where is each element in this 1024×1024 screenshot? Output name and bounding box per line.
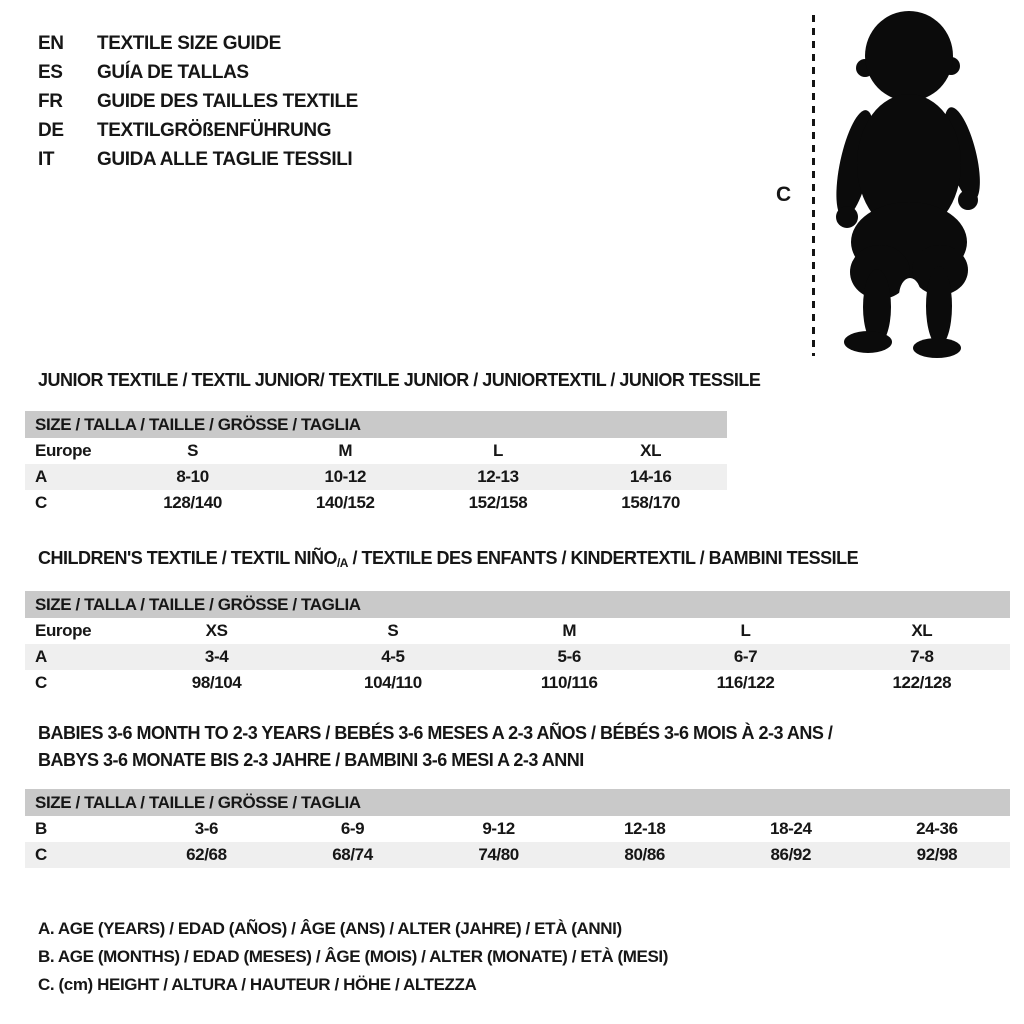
table-row-age	[25, 644, 1010, 670]
size-header-cell: SIZE / TALLA / TAILLE / GRÖSSE / TAGLIA	[25, 591, 1010, 618]
toddler-crotch-gap	[899, 278, 921, 314]
language-title: TEXTILGRÖßENFÜHRUNG	[97, 119, 332, 141]
row-label: Europe	[35, 441, 92, 460]
table-header-row	[25, 411, 727, 438]
table-cell: 128/140	[163, 493, 222, 512]
table-row-sizes	[25, 438, 727, 464]
row-label: A	[25, 644, 128, 670]
language-code: FR	[38, 90, 63, 112]
babies-title-line2: BABYS 3-6 MONATE BIS 2-3 JAHRE / BAMBINI 3-6 MESI A 2-3 ANNI	[38, 750, 584, 770]
table-cell: 6-7	[657, 644, 833, 670]
table-cell: 98/104	[191, 673, 242, 692]
table-cell: 24-36	[916, 819, 958, 838]
table-cell: XL	[640, 441, 662, 460]
table-cell: 68/74	[279, 842, 425, 868]
table-row-height	[25, 490, 727, 516]
language-row-en	[38, 29, 358, 58]
table-cell: 12-13	[422, 464, 575, 490]
table-header-row	[25, 789, 1010, 816]
table-row-age-months	[25, 816, 1010, 842]
table-cell: 5-6	[481, 644, 657, 670]
table-cell: L	[492, 441, 503, 460]
toddler-silhouette-icon	[824, 4, 986, 364]
row-label: C	[35, 493, 47, 512]
table-cell: 62/68	[133, 842, 279, 868]
footnote-height-cm: C. (cm) HEIGHT / ALTURA / HAUTEUR / HÖHE / ALTEZZA	[38, 975, 477, 994]
toddler-foot-left	[844, 331, 892, 353]
table-cell: 6-9	[340, 819, 365, 838]
table-cell: 7-8	[834, 644, 1010, 670]
language-row-it	[38, 145, 358, 174]
junior-section-title: JUNIOR TEXTILE / TEXTIL JUNIOR/ TEXTILE JUNIOR / JUNIORTEXTIL / JUNIOR TESSILE	[38, 370, 761, 390]
language-row-fr	[38, 87, 358, 116]
table-cell: 80/86	[572, 842, 718, 868]
table-cell: XS	[205, 621, 228, 640]
row-label: A	[25, 464, 116, 490]
language-row-es	[38, 58, 358, 87]
babies-section-title	[38, 720, 832, 774]
table-cell: M	[562, 621, 577, 640]
table-cell: 8-10	[116, 464, 269, 490]
children-title-post: / TEXTILE DES ENFANTS / KINDERTEXTIL / BAMBINI TESSILE	[347, 548, 859, 568]
row-label: C	[25, 842, 133, 868]
table-header-row	[25, 591, 1010, 618]
toddler-leg-right	[926, 266, 952, 346]
babies-size-table	[25, 789, 1010, 868]
language-title: TEXTILE SIZE GUIDE	[97, 32, 281, 54]
size-header-cell: SIZE / TALLA / TAILLE / GRÖSSE / TAGLIA	[25, 411, 727, 438]
junior-size-table	[25, 411, 727, 516]
table-cell: 152/158	[468, 493, 528, 512]
table-row-height	[25, 842, 1010, 868]
table-cell: 92/98	[864, 842, 1010, 868]
toddler-head	[865, 11, 953, 101]
table-cell: 110/116	[540, 673, 598, 692]
language-code: ES	[38, 61, 63, 83]
footnote-age-months: B. AGE (MONTHS) / EDAD (MESES) / ÂGE (MOIS) / ALTER (MONATE) / ETÀ (MESI)	[38, 947, 668, 966]
children-size-table	[25, 591, 1010, 696]
row-label: C	[35, 673, 47, 692]
language-code: EN	[38, 32, 64, 54]
table-row-age	[25, 464, 727, 490]
table-cell: 3-4	[128, 644, 304, 670]
toddler-foot-right	[913, 338, 961, 358]
toddler-hand-right	[958, 190, 978, 210]
legend-footnotes	[38, 915, 668, 999]
footnote-age-years: A. AGE (YEARS) / EDAD (AÑOS) / ÂGE (ANS) / ALTER (JAHRE) / ETÀ (ANNI)	[38, 919, 622, 938]
babies-title-line1: BABIES 3-6 MONTH TO 2-3 YEARS / BEBÉS 3-6 MESES A 2-3 AÑOS / BÉBÉS 3-6 MOIS À 2-3 ANS /	[38, 723, 833, 743]
table-cell: S	[387, 621, 399, 640]
language-header	[38, 29, 358, 174]
table-cell: 122/128	[892, 673, 952, 692]
table-cell: 4-5	[305, 644, 481, 670]
table-cell: XL	[911, 621, 933, 640]
language-title: GUIDE DES TAILLES TEXTILE	[97, 90, 358, 112]
children-title-sub: /A	[336, 556, 348, 570]
height-measure-dashed-line	[812, 15, 815, 356]
table-cell: 104/110	[364, 673, 422, 692]
height-figure	[770, 0, 1010, 372]
table-cell: 86/92	[718, 842, 864, 868]
language-title: GUIDA ALLE TAGLIE TESSILI	[97, 148, 353, 170]
table-cell: 14-16	[574, 464, 727, 490]
language-title: GUÍA DE TALLAS	[97, 61, 249, 83]
table-cell: S	[187, 441, 199, 460]
row-label: B	[35, 819, 47, 838]
language-code: IT	[38, 148, 55, 170]
table-cell: 10-12	[269, 464, 422, 490]
table-cell: 116/122	[716, 673, 775, 692]
table-cell: 9-12	[482, 819, 515, 838]
table-cell: 74/80	[426, 842, 572, 868]
table-cell: 158/170	[621, 493, 680, 512]
table-row-height	[25, 670, 1010, 696]
height-measure-label: C	[776, 183, 792, 206]
language-code: DE	[38, 119, 64, 141]
children-section-title	[38, 548, 858, 570]
children-title-pre: CHILDREN'S TEXTILE / TEXTIL NIÑO	[38, 548, 337, 568]
size-header-cell: SIZE / TALLA / TAILLE / GRÖSSE / TAGLIA	[25, 789, 1010, 816]
toddler-hand-left	[836, 206, 858, 228]
table-cell: M	[338, 441, 353, 460]
table-cell: 18-24	[770, 819, 812, 838]
table-cell: L	[740, 621, 751, 640]
table-cell: 140/152	[315, 493, 375, 512]
table-row-sizes	[25, 618, 1010, 644]
row-label: Europe	[35, 621, 92, 640]
language-row-de	[38, 116, 358, 145]
table-cell: 12-18	[623, 819, 666, 838]
table-cell: 3-6	[194, 819, 219, 838]
